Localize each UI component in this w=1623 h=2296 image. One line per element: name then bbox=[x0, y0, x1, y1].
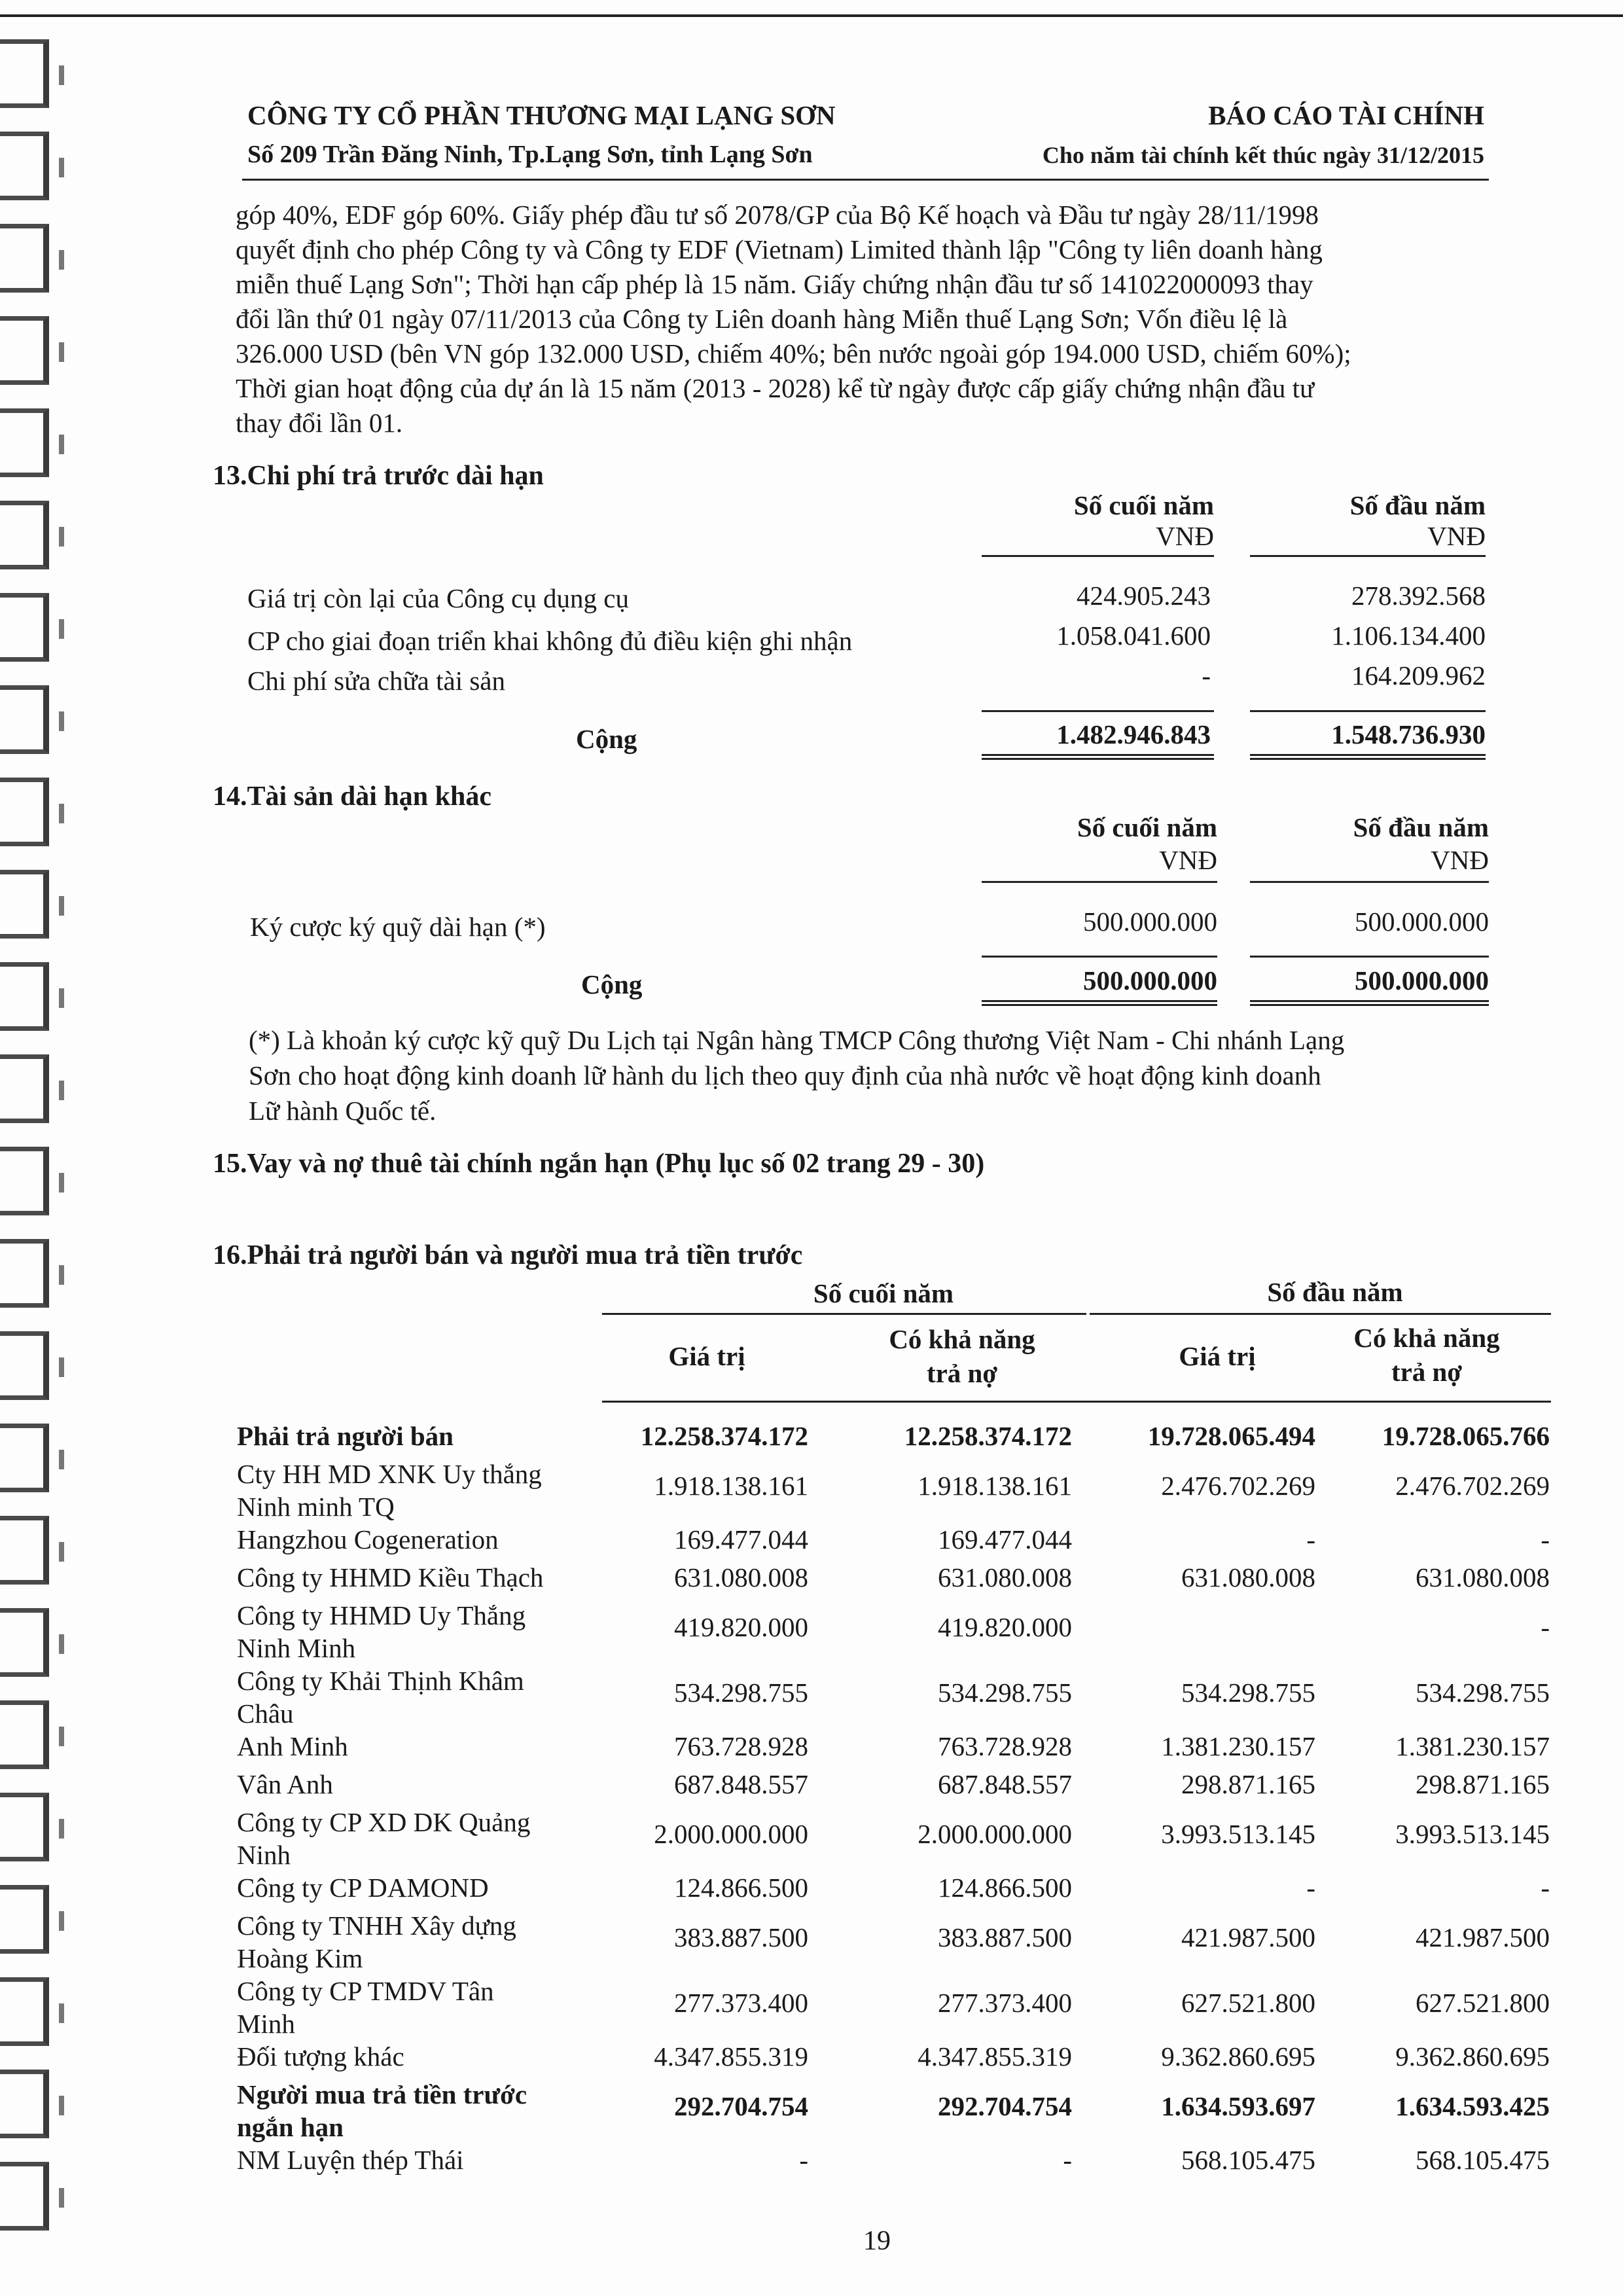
sec16-row-label: NM Luyện thép Thái bbox=[237, 2145, 464, 2175]
sec13-row-label: Chi phí sửa chữa tài sản bbox=[247, 666, 506, 696]
sec16-row-v2: 292.704.754 bbox=[938, 2091, 1072, 2121]
binder-ring bbox=[0, 1054, 69, 1133]
sec14-note bbox=[249, 1022, 1489, 1128]
sec16-row-label: Ninh minh TQ bbox=[237, 1492, 395, 1522]
sec14-row-end: 500.000.000 bbox=[1083, 906, 1217, 937]
binder-ring bbox=[0, 1608, 69, 1687]
sec16-row-v2: - bbox=[1063, 2145, 1072, 2175]
sec16-group-begin: Số đầu năm bbox=[1267, 1277, 1403, 1307]
sec16-col-value-end: Giá trị bbox=[668, 1341, 745, 1371]
sec13-row-end: - bbox=[1202, 660, 1211, 691]
sec16-row-v2: 419.820.000 bbox=[938, 1612, 1072, 1642]
sec13-row-label: Giá trị còn lại của Công cụ dụng cụ bbox=[247, 583, 629, 613]
binder-ring bbox=[0, 1885, 69, 1964]
sec16-row-v1: - bbox=[799, 2145, 808, 2175]
sec16-col-pay-begin: Có khả năng bbox=[1353, 1323, 1500, 1353]
intro-line: quyết định cho phép Công ty và Công ty EDF (Vietnam) Limited thành lập "Công ty liên doanh hàng bbox=[236, 234, 1323, 264]
sec16-row-label: Công ty CP XD DK Quảng bbox=[237, 1807, 531, 1837]
sec16-group-begin-rule bbox=[1090, 1313, 1551, 1315]
sec16-row-label: Người mua trả tiền trước bbox=[237, 2079, 527, 2109]
sec13-row-begin: 164.209.962 bbox=[1351, 660, 1486, 691]
section-13-title: 13.Chi phí trả trước dài hạn bbox=[213, 461, 544, 491]
sec16-row-v3: 568.105.475 bbox=[1181, 2145, 1315, 2175]
sec16-col-pay-end-2: trả nợ bbox=[926, 1358, 998, 1388]
note-line: Sơn cho hoạt động kinh doanh lữ hành du lịch theo quy định của nhà nước về hoạt động kinh doanh bbox=[249, 1060, 1321, 1090]
binder-ring bbox=[0, 1700, 69, 1779]
sec16-row-v4: 19.728.065.766 bbox=[1382, 1421, 1550, 1451]
intro-line: góp 40%, EDF góp 60%. Giấy phép đầu tư số 2078/GP của Bộ Kế hoạch và Đầu tư ngày 28/11/1998 bbox=[236, 200, 1319, 230]
sec16-row-v1: 383.887.500 bbox=[674, 1922, 808, 1952]
sec13-unit-begin: VNĐ bbox=[1427, 521, 1486, 551]
sec16-row-v4: 1.381.230.157 bbox=[1395, 1731, 1550, 1761]
sec16-row-v1: 419.820.000 bbox=[674, 1612, 808, 1642]
intro-line: Thời gian hoạt động của dự án là 15 năm (2013 - 2028) kể từ ngày được cấp giấy chứng nhận đầu tư bbox=[236, 373, 1315, 403]
sec16-row-label: Công ty CP DAMOND bbox=[237, 1873, 489, 1903]
sec16-row-label: Minh bbox=[237, 2009, 295, 2039]
sec16-row-label: Châu bbox=[237, 1698, 294, 1729]
sec16-row-v4: 631.080.008 bbox=[1416, 1562, 1550, 1592]
sec16-row-v1: 631.080.008 bbox=[674, 1562, 808, 1592]
sec16-row-v2: 383.887.500 bbox=[938, 1922, 1072, 1952]
sec16-row-v4: 2.476.702.269 bbox=[1395, 1471, 1550, 1501]
sec16-row-v2: 169.477.044 bbox=[938, 1524, 1072, 1554]
binder-ring bbox=[0, 870, 69, 948]
sec14-total-label: Cộng bbox=[581, 969, 643, 999]
sec13-total-double-rule bbox=[982, 754, 1214, 760]
sec14-total-double-rule bbox=[1250, 1000, 1489, 1006]
binder-ring bbox=[0, 1239, 69, 1318]
sec16-row-label: Công ty Khải Thịnh Khâm bbox=[237, 1666, 524, 1696]
sec16-row-v4: 627.521.800 bbox=[1416, 1988, 1550, 2018]
sec16-row-v3: 19.728.065.494 bbox=[1147, 1421, 1315, 1451]
sec16-row-v3: 298.871.165 bbox=[1181, 1769, 1315, 1799]
sec16-row-v3: 2.476.702.269 bbox=[1161, 1471, 1315, 1501]
sec16-header-rule bbox=[602, 1401, 1551, 1403]
sec13-col-end-rule bbox=[982, 555, 1214, 557]
sec16-row-v4: 534.298.755 bbox=[1416, 1677, 1550, 1708]
sec16-row-v4: 9.362.860.695 bbox=[1395, 2041, 1550, 2072]
sec16-row-label: Hangzhou Cogeneration bbox=[237, 1524, 499, 1554]
binder-ring bbox=[0, 316, 69, 395]
intro-line: đổi lần thứ 01 ngày 07/11/2013 của Công ty Liên doanh hàng Miễn thuế Lạng Sơn; Vốn điều lệ là bbox=[236, 304, 1288, 334]
sec16-row-label: Ninh Minh bbox=[237, 1633, 356, 1663]
sec13-row-end: 1.058.041.600 bbox=[1056, 620, 1211, 651]
sec16-row-label: Công ty CP TMDV Tân bbox=[237, 1976, 494, 2006]
binder-ring bbox=[0, 1147, 69, 1225]
sec16-group-end: Số cuối năm bbox=[813, 1278, 954, 1308]
sec14-col-end: Số cuối năm bbox=[1077, 812, 1217, 842]
sec14-total-double-rule bbox=[982, 1000, 1217, 1006]
sec16-row-v4: - bbox=[1541, 1873, 1550, 1903]
sec16-row-label: ngắn hạn bbox=[237, 2112, 344, 2142]
sec14-total-rule-top bbox=[1250, 956, 1489, 958]
header-rule bbox=[242, 179, 1489, 181]
sec14-col-end-rule bbox=[982, 881, 1217, 883]
sec16-row-v2: 631.080.008 bbox=[938, 1562, 1072, 1592]
binder-ring bbox=[0, 1977, 69, 2056]
sec16-row-v3: - bbox=[1306, 1524, 1315, 1554]
sec16-row-v1: 534.298.755 bbox=[674, 1677, 808, 1708]
sec13-row-begin: 278.392.568 bbox=[1351, 581, 1486, 611]
sec16-col-value-begin: Giá trị bbox=[1179, 1341, 1256, 1371]
binder-ring bbox=[0, 2070, 69, 2148]
sec16-row-v3: 627.521.800 bbox=[1181, 1988, 1315, 2018]
sec14-row-begin: 500.000.000 bbox=[1355, 906, 1489, 937]
sec16-row-v4: - bbox=[1541, 1524, 1550, 1554]
binder-ring bbox=[0, 1516, 69, 1594]
sec16-row-v4: 3.993.513.145 bbox=[1395, 1819, 1550, 1849]
sec16-row-v2: 1.918.138.161 bbox=[918, 1471, 1072, 1501]
note-line: (*) Là khoản ký cược kỹ quỹ Du Lịch tại Ngân hàng TMCP Công thương Việt Nam - Chi nhánh Lạng bbox=[249, 1025, 1345, 1055]
report-period: Cho năm tài chính kết thúc ngày 31/12/2015 bbox=[1042, 142, 1484, 168]
page-number: 19 bbox=[863, 2226, 891, 2256]
sec16-row-v4: 1.634.593.425 bbox=[1395, 2091, 1550, 2121]
sec14-total-rule-top bbox=[982, 956, 1217, 958]
intro-line: thay đổi lần 01. bbox=[236, 408, 403, 438]
sec16-row-label: Hoàng Kim bbox=[237, 1943, 363, 1973]
sec16-row-v1: 4.347.855.319 bbox=[654, 2041, 808, 2072]
sec16-row-label: Phải trả người bán bbox=[237, 1421, 454, 1451]
sec16-row-v3: 631.080.008 bbox=[1181, 1562, 1315, 1592]
sec13-row-begin: 1.106.134.400 bbox=[1331, 620, 1486, 651]
binder-ring bbox=[0, 778, 69, 856]
section-14-title: 14.Tài sản dài hạn khác bbox=[213, 781, 491, 812]
sec13-col-begin: Số đầu năm bbox=[1349, 490, 1486, 520]
sec16-row-v2: 277.373.400 bbox=[938, 1988, 1072, 2018]
sec16-col-pay-begin-2: trả nợ bbox=[1391, 1357, 1463, 1387]
sec16-row-v1: 277.373.400 bbox=[674, 1988, 808, 2018]
sec16-row-label: Công ty TNHH Xây dựng bbox=[237, 1910, 516, 1941]
sec16-row-v2: 2.000.000.000 bbox=[918, 1819, 1072, 1849]
intro-paragraph bbox=[236, 198, 1492, 440]
binder-ring bbox=[0, 1331, 69, 1410]
binder-ring bbox=[0, 1424, 69, 1502]
sec16-row-v2: 4.347.855.319 bbox=[918, 2041, 1072, 2072]
binder-ring bbox=[0, 224, 69, 302]
sec13-total-label: Cộng bbox=[576, 724, 637, 754]
sec16-row-label: Cty HH MD XNK Uy thắng bbox=[237, 1459, 542, 1489]
sec14-total-end: 500.000.000 bbox=[1083, 965, 1217, 996]
binder-ring bbox=[0, 593, 69, 672]
binder-ring bbox=[0, 962, 69, 1041]
sec16-row-label: Vân Anh bbox=[237, 1769, 333, 1799]
binder-ring bbox=[0, 501, 69, 579]
sec16-group-end-rule bbox=[602, 1313, 1086, 1315]
sec16-row-v3: - bbox=[1306, 1873, 1315, 1903]
binder-ring bbox=[0, 132, 69, 210]
sec13-unit-end: VNĐ bbox=[1156, 521, 1214, 551]
sec16-row-v2: 534.298.755 bbox=[938, 1677, 1072, 1708]
sec16-row-v4: 298.871.165 bbox=[1416, 1769, 1550, 1799]
sec16-row-v1: 292.704.754 bbox=[674, 2091, 808, 2121]
sec16-col-pay-end: Có khả năng bbox=[889, 1324, 1035, 1354]
sec14-col-begin: Số đầu năm bbox=[1353, 812, 1489, 842]
sec16-row-v1: 687.848.557 bbox=[674, 1769, 808, 1799]
company-name: CÔNG TY CỔ PHẦN THƯƠNG MẠI LẠNG SƠN bbox=[247, 100, 836, 130]
section-16-title: 16.Phải trả người bán và người mua trả tiền trước bbox=[213, 1240, 803, 1270]
sec14-col-begin-rule bbox=[1250, 881, 1489, 883]
sec16-row-v2: 687.848.557 bbox=[938, 1769, 1072, 1799]
company-address: Số 209 Trần Đăng Ninh, Tp.Lạng Sơn, tỉnh Lạng Sơn bbox=[247, 141, 813, 168]
sec13-total-double-rule bbox=[1250, 754, 1486, 760]
sec16-row-v3: 1.634.593.697 bbox=[1161, 2091, 1315, 2121]
binder-ring bbox=[0, 2162, 69, 2240]
sec16-row-v4: 421.987.500 bbox=[1416, 1922, 1550, 1952]
sec16-row-v2: 763.728.928 bbox=[938, 1731, 1072, 1761]
sec16-row-v3: 3.993.513.145 bbox=[1161, 1819, 1315, 1849]
sec16-row-v2: 12.258.374.172 bbox=[904, 1421, 1072, 1451]
sec16-row-v1: 1.918.138.161 bbox=[654, 1471, 808, 1501]
sec14-row-label: Ký cược ký quỹ dài hạn (*) bbox=[250, 912, 546, 942]
report-title: BÁO CÁO TÀI CHÍNH bbox=[1208, 100, 1484, 130]
sec16-row-label: Đối tượng khác bbox=[237, 2041, 404, 2072]
sec13-row-label: CP cho giai đoạn triển khai không đủ điều kiện ghi nhận bbox=[247, 626, 853, 656]
binder-ring bbox=[0, 408, 69, 487]
sec16-row-v1: 12.258.374.172 bbox=[640, 1421, 808, 1451]
sec16-row-label: Anh Minh bbox=[237, 1731, 348, 1761]
sec13-col-begin-rule bbox=[1250, 555, 1486, 557]
sec16-row-v1: 124.866.500 bbox=[674, 1873, 808, 1903]
intro-line: 326.000 USD (bên VN góp 132.000 USD, chiếm 40%; bên nước ngoài góp 194.000 USD, chiếm 60%); bbox=[236, 338, 1351, 368]
sec13-total-end: 1.482.946.843 bbox=[1056, 719, 1211, 749]
sec14-unit-end: VNĐ bbox=[1159, 845, 1217, 875]
sec16-row-v2: 124.866.500 bbox=[938, 1873, 1072, 1903]
sec16-row-v4: - bbox=[1541, 1612, 1550, 1642]
sec16-row-v1: 763.728.928 bbox=[674, 1731, 808, 1761]
intro-line: miễn thuế Lạng Sơn"; Thời hạn cấp phép là 15 năm. Giấy chứng nhận đầu tư số 141022000093 thay bbox=[236, 269, 1313, 299]
sec16-row-v3: 9.362.860.695 bbox=[1161, 2041, 1315, 2072]
sec13-total-rule-top bbox=[982, 710, 1214, 712]
sec16-row-v3: 421.987.500 bbox=[1181, 1922, 1315, 1952]
binder-ring bbox=[0, 685, 69, 764]
binder-ring bbox=[0, 1793, 69, 1871]
sec16-row-label: Công ty HHMD Uy Thắng bbox=[237, 1600, 526, 1630]
binder-ring bbox=[0, 39, 69, 118]
sec16-row-label: Ninh bbox=[237, 1840, 291, 1870]
binder-edge bbox=[0, 0, 79, 2296]
sec16-row-v3: 534.298.755 bbox=[1181, 1677, 1315, 1708]
sec13-col-end: Số cuối năm bbox=[1073, 490, 1214, 520]
sec13-row-end: 424.905.243 bbox=[1077, 581, 1211, 611]
sec16-row-v3: 1.381.230.157 bbox=[1161, 1731, 1315, 1761]
sec13-total-rule-top bbox=[1250, 710, 1486, 712]
sec16-row-v1: 2.000.000.000 bbox=[654, 1819, 808, 1849]
sec16-row-v1: 169.477.044 bbox=[674, 1524, 808, 1554]
sec14-total-begin: 500.000.000 bbox=[1355, 965, 1489, 996]
sec16-row-label: Công ty HHMD Kiều Thạch bbox=[237, 1562, 544, 1592]
sec14-unit-begin: VNĐ bbox=[1431, 845, 1489, 875]
sec13-total-begin: 1.548.736.930 bbox=[1331, 719, 1486, 749]
note-line: Lữ hành Quốc tế. bbox=[249, 1096, 437, 1126]
sec16-row-v4: 568.105.475 bbox=[1416, 2145, 1550, 2175]
section-15-title: 15.Vay và nợ thuê tài chính ngắn hạn (Phụ lục số 02 trang 29 - 30) bbox=[213, 1149, 985, 1179]
top-edge-line bbox=[0, 14, 1623, 17]
